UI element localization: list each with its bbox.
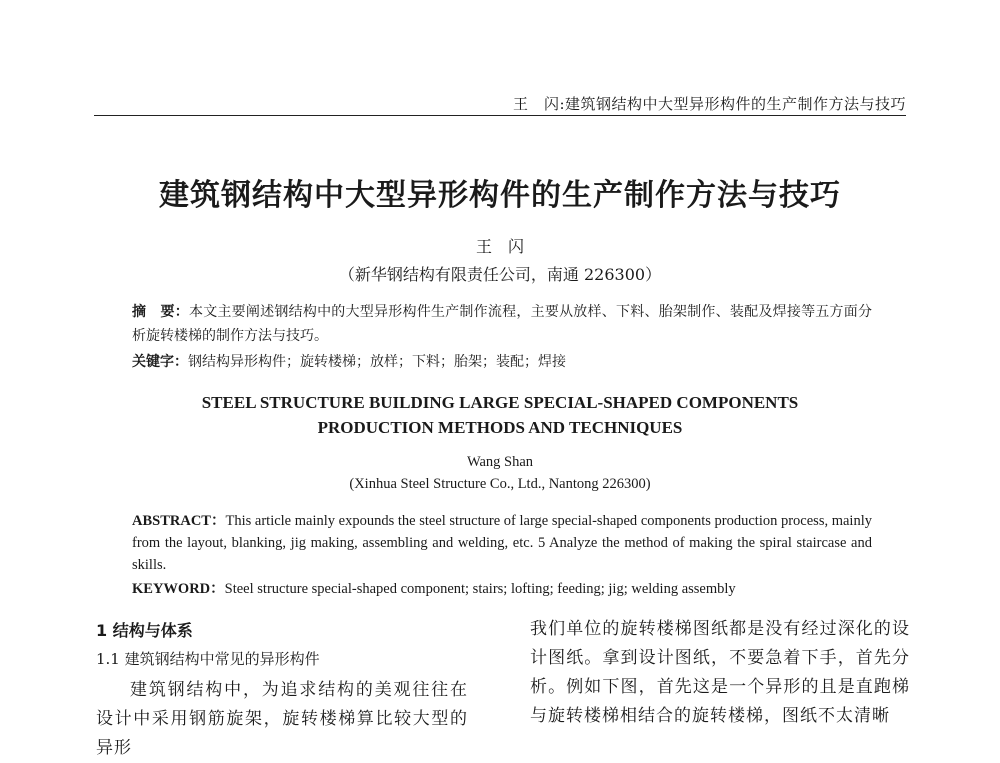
author-name-cn: 王 闪 <box>475 237 524 256</box>
article-title-cn: 建筑钢结构中大型异形构件的生产制作方法与技巧 <box>159 178 841 213</box>
article-title-en: STEEL STRUCTURE BUILDING LARGE SPECIAL-SHAPED COMPONENTS PRODUCTION METHODS AND TECHNIQUES <box>201 393 799 437</box>
keywords-cn <box>132 350 872 374</box>
abstract-cn-label: 摘 要： <box>132 304 189 320</box>
abstract-en <box>132 510 872 576</box>
abstract-cn <box>132 300 872 348</box>
running-head: 王 闪:建筑钢结构中大型异形构件的生产制作方法与技巧 <box>94 95 906 116</box>
abstract-en-label: ABSTRACT： <box>132 513 226 529</box>
abstract-cn-text: 本文主要阐述钢结构中的大型异形构件生产制作流程，主要从放样、下料、胎架制作、装配及焊接等五方面分析旋转楼梯的制作方法与技巧。 <box>132 304 873 344</box>
section-heading: 1 结构与体系 <box>96 621 193 640</box>
author-name-en: Wang Shan <box>466 454 534 470</box>
body-text-left-column: 建筑钢结构中，为追求结构的美观往往在设计中采用钢筋旋架，旋转楼梯算比较大型的异形 <box>96 680 468 758</box>
subsection-heading: 1.1 建筑钢结构中常见的异形构件 <box>96 650 320 668</box>
keywords-en <box>132 578 872 600</box>
keywords-en-text: Steel structure special-shaped component; stairs; lofting; feeding; jig; welding assembly <box>224 581 736 597</box>
keywords-en-label: KEYWORD： <box>132 581 225 597</box>
abstract-en-text: This article mainly expounds the steel structure of large special-shaped components production process, mainly from the layout, blanking, jig making, assembling and welding, etc. 5 Analyze the method of making the spiral staircase and skills. <box>132 513 872 573</box>
affiliation-cn: （新华钢结构有限责任公司，南通 226300） <box>338 265 662 284</box>
keywords-cn-label: 关键字： <box>132 354 188 370</box>
keywords-cn-text: 钢结构异形构件；旋转楼梯；放样；下料；胎架；装配；焊接 <box>188 354 566 370</box>
body-text-right-column: 我们单位的旋转楼梯图纸都是没有经过深化的设计图纸。拿到设计图纸，不要急着下手，首先分析。例如下图，首先这是一个异形的且是直跑梯与旋转楼梯相结合的旋转楼梯，图纸不太清晰 <box>530 619 910 726</box>
affiliation-en: (Xinhua Steel Structure Co., Ltd., Nantong 226300) <box>349 476 651 492</box>
